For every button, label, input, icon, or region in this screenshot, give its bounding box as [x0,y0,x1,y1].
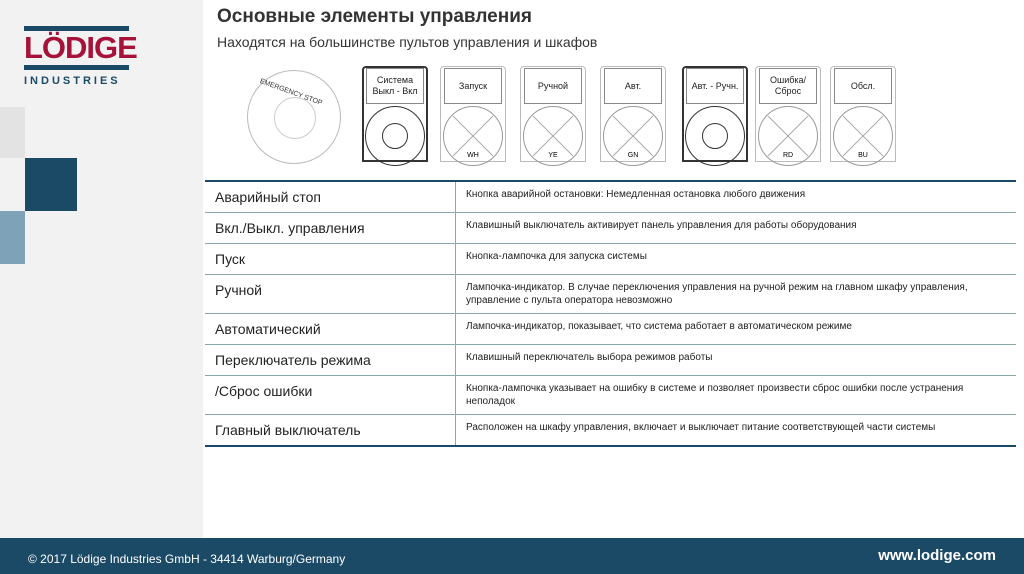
lamp-icon [523,106,583,166]
decor-square-dark [25,158,77,211]
table-row [205,244,1016,275]
panel-lamp [520,66,586,162]
controls-table [205,180,1016,447]
page-subtitle: Находятся на большинстве пультов управления и шкафов [217,34,598,50]
control-name: Ручной [205,275,456,314]
panel-label: Обсл. [834,68,892,104]
control-description: Клавишный выключатель активирует панель управления для работы оборудования [456,213,1017,244]
table-row [205,345,1016,376]
table-row [205,314,1016,345]
control-description: Клавишный переключатель выбора режимов работы [456,345,1017,376]
panel-label: Авт. - Ручн. [686,68,744,104]
lodige-logo [24,26,137,87]
table-row [205,181,1016,213]
panel-key [682,66,748,162]
copyright: © 2017 Lödige Industries GmbH - 34414 Warburg/Germany [28,552,346,566]
table-row [205,376,1016,415]
control-description: Лампочка-индикатор, показывает, что система работает в автоматическом режиме [456,314,1017,345]
lamp-color: RD [782,152,794,159]
control-name: /Сброс ошибки [205,376,456,415]
website-link[interactable]: www.lodige.com [878,547,996,564]
logo-sub: INDUSTRIES [24,75,121,87]
lamp-color: GN [627,152,639,159]
panel-lamp [600,66,666,162]
lamp-color: YE [548,152,558,159]
panel-label: Ошибка/ Сброс [759,68,817,104]
page-title: Основные элементы управления [217,6,532,27]
emergency-stop-icon [247,70,341,164]
estop-label: EMERGENCY STOP [258,77,324,108]
control-name: Вкл./Выкл. управления [205,213,456,244]
key-switch-icon [685,106,745,166]
lamp-icon [603,106,663,166]
table-row [205,415,1016,447]
lamp-color: WH [467,152,479,159]
panel-label: Запуск [444,68,502,104]
lamp-color: BU [858,152,868,159]
panel-label: Авт. [604,68,662,104]
control-description: Кнопка-лампочка для запуска системы [456,244,1017,275]
decor-square-light [0,107,25,158]
footer [0,538,1024,574]
control-description: Лампочка-индикатор. В случае переключения управления на ручной режим на главном шкафу управления, управление с пульта оператора невозможно [456,275,1017,314]
panel-estop [245,66,345,162]
control-name: Главный выключатель [205,415,456,447]
logo-word: LÖDIGE [24,30,137,65]
table-row [205,275,1016,314]
control-name: Автоматический [205,314,456,345]
panel-label: Ручной [524,68,582,104]
control-description: Кнопка-лампочка указывает на ошибку в системе и позволяет произвести сброс ошибки после устранения неполадок [456,376,1017,415]
decor-square-blue [0,211,25,264]
lamp-icon [443,106,503,166]
panel-label: Система Выкл - Вкл [366,68,424,104]
control-description: Расположен на шкафу управления, включает и выключает питание соответствующей части системы [456,415,1017,447]
key-switch-icon [365,106,425,166]
control-name: Аварийный стоп [205,181,456,213]
lamp-icon [758,106,818,166]
panel-key [362,66,428,162]
table-row [205,213,1016,244]
control-description: Кнопка аварийной остановки: Немедленная остановка любого движения [456,181,1017,213]
panel-lamp [440,66,506,162]
panel-lamp [755,66,821,162]
panel-lamp [830,66,896,162]
control-name: Пуск [205,244,456,275]
control-name: Переключатель режима [205,345,456,376]
lamp-icon [833,106,893,166]
